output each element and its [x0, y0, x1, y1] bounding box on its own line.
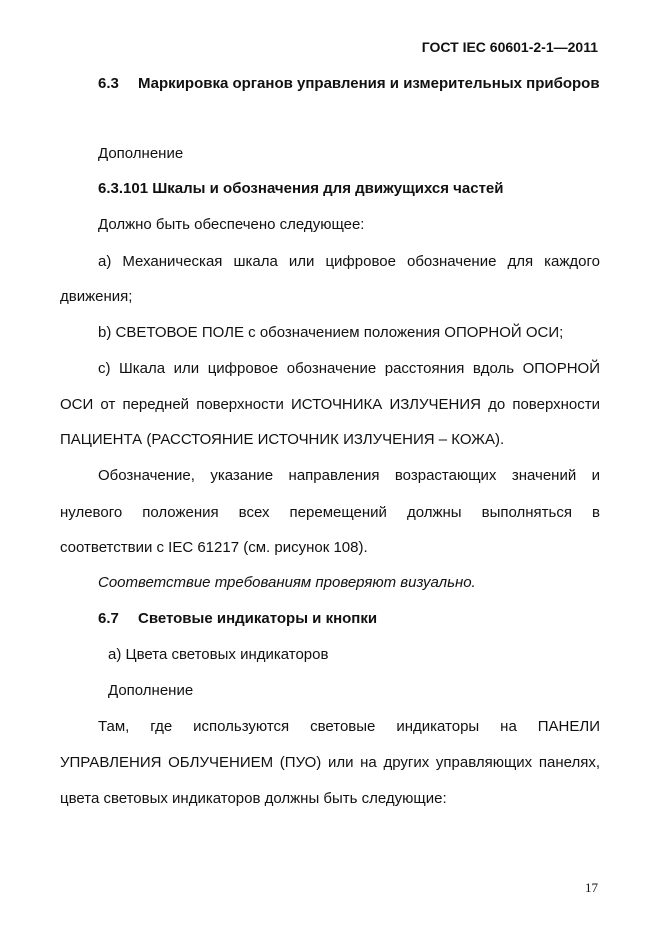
document-header: ГОСТ IEC 60601-2-1—2011 [421, 39, 598, 55]
intro-paragraph: Должно быть обеспечено следующее: [98, 216, 365, 233]
addition-label: Дополнение [98, 145, 184, 162]
section-6-7-heading [98, 610, 377, 628]
where-line-3: цвета световых индикаторов должны быть следующие: [60, 790, 447, 807]
sub-item-a: а) Цвета световых индикаторов [108, 646, 329, 663]
notation-line-1: Обозначение, указание направления возрастающих значений и [98, 467, 600, 484]
section-6-3-101-heading: 6.3.101 Шкалы и обозначения для движущихся частей [98, 180, 504, 197]
section-number: 6.3 [98, 75, 119, 92]
item-c-line-2: ОСИ от передней поверхности ИСТОЧНИКА ИЗЛУЧЕНИЯ до поверхности [60, 396, 600, 413]
section-title: Маркировка органов управления и измерительных приборов [138, 75, 600, 92]
section-title: Световые индикаторы и кнопки [138, 610, 378, 627]
item-b: b) СВЕТОВОЕ ПОЛЕ с обозначением положения ОПОРНОЙ ОСИ; [98, 324, 564, 341]
section-number: 6.7 [98, 610, 119, 627]
where-line-2: УПРАВЛЕНИЯ ОБЛУЧЕНИЕМ (ПУО) или на других управляющих панелях, [60, 754, 600, 771]
where-line-1: Там, где используются световые индикаторы на ПАНЕЛИ [98, 718, 600, 735]
page-number: 17 [585, 880, 598, 895]
notation-line-3: соответствии с IEC 61217 (см. рисунок 108). [60, 539, 368, 556]
item-c-line-3: ПАЦИЕНТА (РАССТОЯНИЕ ИСТОЧНИК ИЗЛУЧЕНИЯ – КОЖА). [60, 431, 505, 448]
compliance-note: Соответствие требованиям проверяют визуально. [98, 574, 476, 591]
notation-line-2: нулевого положения всех перемещений должны выполняться в [60, 504, 600, 521]
item-a-line-1: а) Механическая шкала или цифровое обозначение для каждого [98, 253, 600, 270]
item-c-line-1: с) Шкала или цифровое обозначение расстояния вдоль ОПОРНОЙ [98, 360, 600, 377]
addition-label: Дополнение [108, 682, 194, 699]
section-6-3-heading [98, 75, 600, 93]
item-a-line-2: движения; [60, 288, 133, 305]
